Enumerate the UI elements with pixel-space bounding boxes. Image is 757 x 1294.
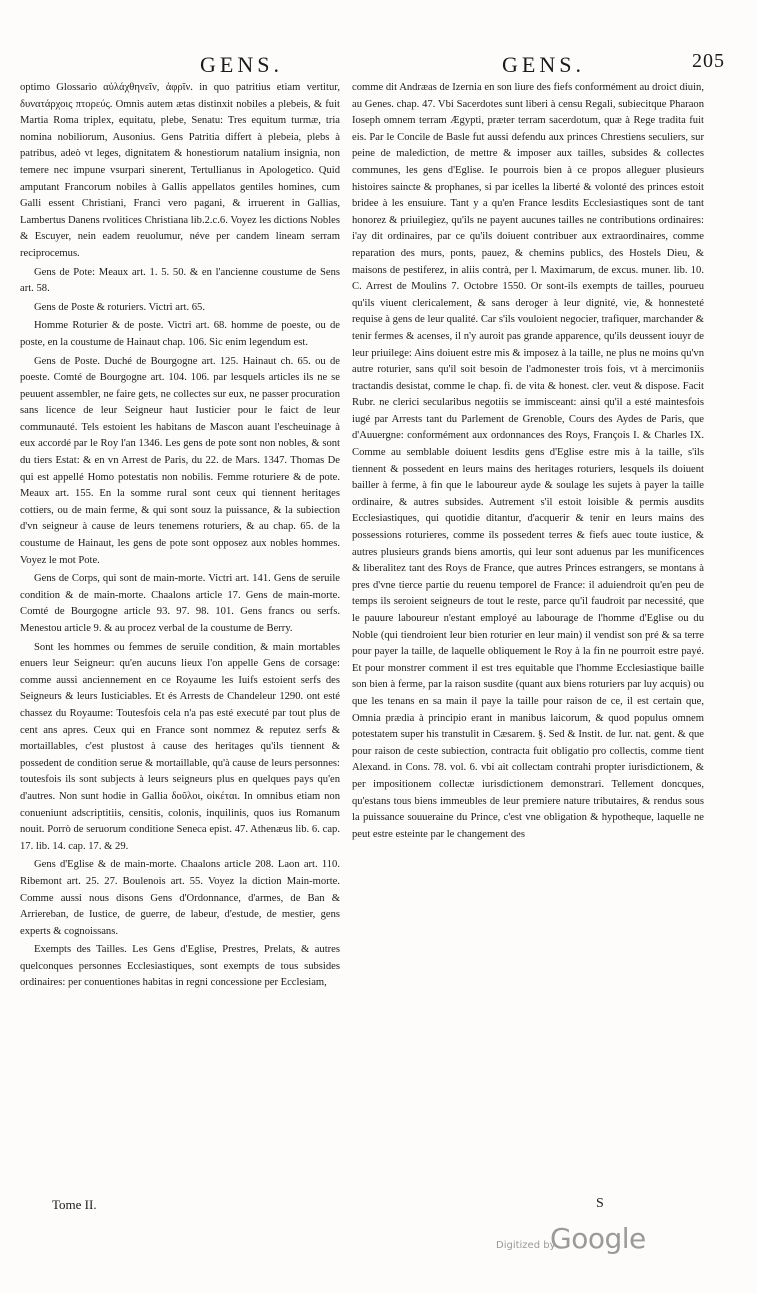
paragraph: Gens de Poste. Duché de Bourgogne art. 125. Hainaut ch. 65. ou de poeste. Comté de Bourgogne art. 104. 106. par lesquels articles ils ne se peuuent assembler, ne faire gets, ne collectes sur eux, ne passer procuration sans licence de leur Seigneur haut Iusticier pour le faict de leur communauté. Tels estoient les habitans de Mascon auant l'escheuinage à eux accordé par le Roy l'an 1346. Les gens de pote sont non nobles, & sont du tiers Estat: & en vn Arrest de Paris, du 22. de Mars. 1347. Thomas De qui est appellé Homo potestatis non nobilis. Femme roturiere & de pote. Meaux art. 155. En la somme rural sont ceux qui tiennent heritages cottiers, ou de main ferme, & qui sont souz la puissance, & la subiection d'vn seigneur à cause de leurs tenemens roturiers, & au chap. 65. de la coustume de Hainaut, les gens de pote sont opposez aux nobles hommes. Voyez le mot Pote. — [20, 355, 340, 566]
paragraph: comme dit Andræas de Izernia en son liure des fiefs conformément au droict diuin, au Genes. chap. 47. Vbi Sacerdotes sunt liberi à censu Regali, subiecitque Pharaon Ioseph omnem terram Ægypti, præter terram sacerdotum, quæ à Rege tradita fuit eis. Par le Concile de Basle fut aussi defendu aux princes Chrestiens seculiers, sur peine de malediction, de mettre & imposer aux tailles, subsides & collectes communes, les gens d'Eglise. Ie pourrois bien à ce propos alleguer plusieurs histoires saincte & prophanes, si par icelles la liberté & volonté des princes estoit bridee à les ensuiure. Tant y a qu'en France lesdits Ecclesiastiques sont de tant honorez & priuilegiez, qu'ils ne payent aucunes tailles ne contributions ordinaires: i'ay dit ordinaires, par ce qu'ils doiuent contribuer aux extraordinaires, comme reparation des murs, ponts, pauez, & chemins publics, des Hostels Dieu, & maisons de pestiferez, in aliis contrà, per l. Maximarum, de excus. muner. lib. 10. C. Arrest de Moulins 7. Octobre 1550. Or sont-ils exempts de tailles, pourueu qu'ils viuent clericalement, & sans deroger à leur dignité, vie, & honnesteté requise à gens de leur qualité. Car s'ils vouloient negocier, trafiquer, marchander & tenir fermes & acenses, il n'y auroit pas grande apparence, qu'ils deussent iouyr de leur priuilege: Ains doiuent estre mis & imposez à la taille, ne plus ne moins qu'vn autre roturier, sans qu'il soit besoin de l'admonester trois fois, vt à mercimoniis tractandis desistat, comme le chap. fi. de vita & honest. cler. veut & dispose. Facit Rubr. ne clerici secularibus negotiis se immisceant: ainsi qu'il a esté maintesfois iugé par Arrests tant du Parlement de Grenoble, Cours des Aydes de Paris, que d'Auuergne: conformément aux ordonnances des Roys, François I. & Charles IX. Comme au semblable doiuent lesdits gens d'Eglise estre mis à la taille, s'ils tiennent & possedent en leurs mains des heritages roturiers, lesquels ils doiuent bailler à ferme, à fin que le laboureur ayde & soulage les sujets à payer la taille ordinaire, & autres subsides. Autrement s'il estoit loisible & permis ausdits Ecclesiastiques, qui quotidie ditantur, d'acquerir & tenir en leurs mains des possessions roturieres, comme ils possedent terres & fiefs auec toute iustice, & autres plusieurs grands biens amortis, qui leur sont aduenus par les munificences & liberalitez tant des Roys de France, que autres Princes estrangers, se montans à pres d'vne tierce partie du reuenu temporel de France: il aduiendroit qu'en peu de temps ils seroient seigneurs de tout le reste, parce qu'il faudroit par necessité, que le pauure laboureur n'estant employé au labourage de l'homme d'Eglise ou du Noble (qui tiendroient leur bien roturier en leur main) il vendist son pré & sa terre pour payer la taille, de laquelle obliquement le Roy à la fin ne pourroit estre payé. Et pour monstrer comment il est tres equitable que l'homme Ecclesiastique baille son bien à ferme, par la raison susdite (quant aux biens roturiers par luy acquis) ou que les tenans en sa main il paye la taille pour raison de ce, il est certain que, Omnia prædia à principio erant in manibus laicorum, & quod populus omnem potestatem super his transtulit in Cæsarem. §. Sed & Instit. de Iur. nat. gent. & que pour raison de ceste subiection, contracta fuit obligatio pro collectis, comme tient Alexand. in Cons. 78. vol. 6. vbi ait collectam contrahi propter iurisdictionem, & per impositionem collectæ iurisdictionem demonstrari. Tellement doncques, qu'estans tous biens immeubles de leur premiere nature tributaires, & rendus sous la puissance souueraine du Prince, c'est vne obligation & hypotheque, laquelle ne peut estre esteinte par le changement des — [352, 82, 704, 840]
watermark-prefix: Digitized by — [496, 1240, 556, 1251]
running-head-right: GENS. — [502, 52, 585, 77]
left-column — [20, 80, 340, 994]
paragraph: Gens de Poste & roturiers. Victri art. 65. — [34, 301, 205, 313]
volume-label: Tome II. — [52, 1197, 97, 1212]
signature-mark: S — [596, 1196, 604, 1211]
right-column — [352, 80, 704, 845]
paragraph: Gens de Pote: Meaux art. 1. 5. 50. & en l'ancienne coustume de Sens art. 58. — [20, 266, 340, 295]
paragraph: Gens de Corps, qui sont de main-morte. Victri art. 141. Gens de seruile condition & de main-morte. Chaalons article 17. Gens de main-morte. Comté de Bourgogne article 93. 97. 98. 101. Gens francs ou serfs. Menestou article 9. & au procez verbal de la coustume de Berry. — [20, 573, 340, 634]
digitization-watermark — [468, 1222, 708, 1262]
running-head-left: GENS. — [200, 52, 283, 77]
paragraph: Homme Roturier & de poste. Victri art. 68. homme de poeste, ou de poste, en la coustume de Hainaut chap. 106. Sic enim legendum est. — [20, 320, 340, 348]
paragraph: Sont les hommes ou femmes de seruile condition, & main mortables enuers leur Seigneur: qu'en aucuns lieux l'on appelle Gens de corsage: comme aussi anciennement en ce Royaume les Iuifs estoient serfs des Seigneurs & leurs Iusticiables. Et és Arrests de Chandeleur 1290. ont esté chassez du Royaume: Toutesfois cela n'a pas esté executé par tout plus de cent ans apres. Ceux qui en France sont nommez & reputez serfs & mortaillables, c'est plustost à cause des heritages qu'ils tiennent & possedent de condition serue & mortaillable, qu'à cause de leurs personnes: toutesfois ils sont subjects à leurs seigneurs plus en quelques pays qu'en d'autres. Non sunt hodie in Gallia δοῦλοι, οἰκέται. In omnibus etiam non conueniunt adscriptitiis, censitis, colonis, inquilinis, quos ius Romanum nouit. Porrò de seruorum conditione Seneca epist. 47. Athenæus lib. 6. cap. 17. lib. 14. cap. 17. & 29. — [20, 641, 340, 852]
paragraph: Exempts des Tailles. Les Gens d'Eglise, Prestres, Prelats, & autres quelconques personnes Ecclesiastiques, sont exempts de tous subsides ordinaires: per conuentiones habitas in regni concessione per Ecclesiam, — [20, 944, 340, 989]
paragraph: Gens d'Eglise & de main-morte. Chaalons article 208. Laon art. 110. Ribemont art. 25. 27. Boulenois art. 55. Voyez la diction Main-morte. Comme aussi nous disons Gens d'Ordonnance, d'armes, de Ban & Arriereban, de Iustice, de guerre, de labeur, d'estude, de mestier, gens experts & cognoissans. — [20, 859, 340, 937]
page-number: 205 — [692, 50, 725, 72]
google-logo: Google — [550, 1222, 646, 1255]
paragraph: optimo Glossario αὐλάχθηνεῖν, ἀφρῖν. in quo patritius etiam vertitur, δυνατάρχοις πτορεύς. Omnis autem ætas distinxit nobiles a plebeis, & fuit Martia Roma triplex, equitatu, plebe, Senatu: Tres equitum turmæ, tria nomina nobiliorum, Ausonius. Gens Patritia differt à plebeia, plebs à patribus, adeò vt leges, dignitatem & honestiorum natalium insignia, non temere nec impune vsurpari sinerent, Tertullianus in Apologetico. Quid amputant Francorum nobiles à Gallis appellatos gentiles homines, cum Galli essent Christiani, Franci vero pagani, & irruerent in Gallias, Lambertus Danens rvolitices Christiana lib.2.c.6. Voyez les dictions Nobles & Escuyer, nein eadem reuolumur, néve per candem lineam serram reciprocemus. — [20, 82, 340, 259]
